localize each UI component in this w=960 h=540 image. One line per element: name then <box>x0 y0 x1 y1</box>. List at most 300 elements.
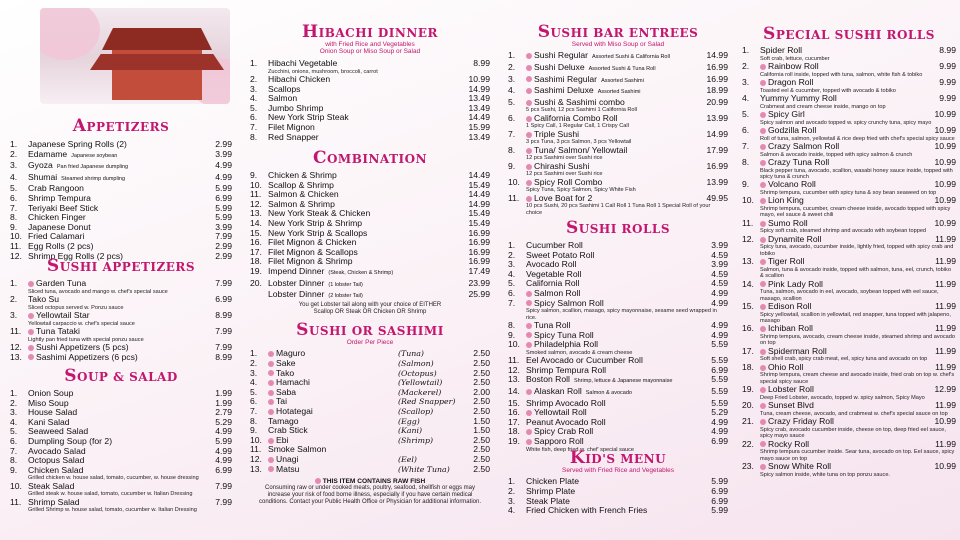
menu-item <box>742 280 956 290</box>
item-price: 4.99 <box>215 455 232 466</box>
item-number: 6. <box>10 192 18 203</box>
menu-item <box>508 75 728 87</box>
item-price: 8.99 <box>473 57 490 68</box>
item-translation: (Eel) <box>398 455 417 464</box>
menu-item <box>250 209 490 219</box>
item-price: 5.99 <box>215 183 232 194</box>
menu-item <box>742 417 956 427</box>
item-number: 4. <box>10 416 18 427</box>
raw-fish-icon <box>526 148 532 154</box>
item-price: 11.99 <box>935 278 956 289</box>
item-price: 11.99 <box>935 345 956 356</box>
item-price: 2.50 <box>473 434 490 445</box>
item-name-text: Seaweed Salad <box>28 427 89 437</box>
raw-fish-notice: THIS ITEM CONTAINS RAW FISH <box>250 478 490 485</box>
raw-fish-icon <box>526 100 532 106</box>
item-price: 2.50 <box>473 444 490 455</box>
menu-item <box>10 482 232 492</box>
item-name <box>268 171 460 181</box>
item-description: Crabmeat and cream cheese inside, mango on top <box>760 103 886 110</box>
item-price: 2.50 <box>473 406 490 417</box>
item-price: 5.99 <box>711 476 728 487</box>
menu-item <box>742 324 956 334</box>
item-name <box>268 104 460 114</box>
item-price: 2.50 <box>473 377 490 388</box>
item-number: 2. <box>508 486 516 497</box>
item-name-text: Edamame <box>28 149 68 159</box>
item-name-text: Sumo Roll <box>768 218 808 228</box>
raw-fish-icon <box>28 345 34 351</box>
item-price: 14.49 <box>468 170 490 180</box>
item-name <box>760 110 926 120</box>
menu-item <box>742 385 956 395</box>
item-name-text: Impend Dinner <box>268 266 325 276</box>
menu-item <box>250 190 490 200</box>
menu-item <box>508 279 728 289</box>
raw-fish-icon <box>760 419 766 425</box>
item-name <box>760 94 926 104</box>
item-name-text: Pink Lady Roll <box>768 279 823 289</box>
item-number: 16. <box>250 237 262 248</box>
menu-item <box>508 375 728 387</box>
item-number: 13. <box>250 208 262 219</box>
menu-item <box>742 110 956 120</box>
item-name-text: Tuna Tataki <box>36 327 80 336</box>
item-name <box>268 59 460 69</box>
item-name-text: Peanut Avocado Roll <box>526 417 606 427</box>
item-name-text: Ichiban Roll <box>768 324 813 334</box>
item-number: 18. <box>250 256 262 267</box>
item-price: 10.99 <box>934 416 956 427</box>
item-name-text: Onion Soup <box>28 389 74 398</box>
item-name <box>526 366 698 376</box>
item-name <box>526 299 698 309</box>
item-translation: (Octopus) <box>398 368 437 378</box>
item-price: 9.99 <box>939 93 956 103</box>
item-number: 9. <box>508 160 516 171</box>
item-name <box>526 437 698 447</box>
item-name-text: California Combo Roll <box>534 113 618 123</box>
item-price: 13.49 <box>468 102 490 113</box>
item-name <box>760 257 926 267</box>
item-name-text: Chirashi Sushi <box>534 161 590 171</box>
item-price: 5.29 <box>711 407 728 418</box>
item-name <box>28 150 202 162</box>
item-name-text: New York Strip & Scallops <box>268 228 368 238</box>
item-name <box>28 437 202 447</box>
item-price: 2.99 <box>215 139 232 149</box>
item-name <box>526 279 698 289</box>
item-number: 10. <box>250 434 262 445</box>
item-price: 4.59 <box>711 268 728 279</box>
sushi-sashimi-subtitle: Order Per Piece <box>346 339 394 346</box>
combination-note: You get Lobster tail along with your choice of EITHER <box>298 301 442 308</box>
item-name <box>268 248 460 258</box>
item-number: 11. <box>10 326 22 336</box>
menu-item <box>508 477 728 487</box>
item-name <box>268 85 460 95</box>
item-price: 25.99 <box>468 289 490 300</box>
item-number: 5. <box>250 386 258 397</box>
menu-item <box>10 327 232 337</box>
item-name <box>28 213 202 223</box>
menu-item <box>10 140 232 150</box>
item-name-text: Spider Roll <box>760 46 803 55</box>
raw-fish-icon <box>760 198 766 204</box>
item-name-text: Ebi <box>276 435 289 445</box>
item-price: 15.49 <box>468 179 490 190</box>
raw-fish-icon <box>760 349 766 355</box>
item-name-text: Ohio Roll <box>768 362 804 372</box>
item-number: 12. <box>508 364 520 375</box>
menu-item <box>250 133 490 143</box>
item-name-text: Scallops <box>268 84 301 94</box>
item-number: 2. <box>508 249 516 260</box>
menu-item <box>742 180 956 190</box>
item-name-text: Sunset Blvd <box>768 401 814 411</box>
item-name <box>526 114 698 124</box>
item-number: 5. <box>10 426 18 437</box>
item-description: Spicy salmon, scallion, masago, spicy mayonnaise, sesame seed wrapped in rice. <box>526 308 717 321</box>
raw-fish-icon <box>760 182 766 188</box>
item-price: 6.99 <box>215 294 232 304</box>
soup-salad-title: SOUP & SALAD <box>64 366 178 386</box>
item-name <box>268 94 460 104</box>
item-name <box>28 173 202 185</box>
item-price: 8.99 <box>215 351 232 362</box>
item-number: 10. <box>508 176 520 187</box>
item-number: 6. <box>742 125 750 135</box>
item-name-text: Sashimi Regular <box>534 74 598 84</box>
menu-item <box>508 506 728 516</box>
raw-fish-icon <box>760 144 766 150</box>
item-name <box>526 270 698 280</box>
item-name-text: Volcano Roll <box>768 180 816 190</box>
item-name <box>526 146 698 156</box>
item-name <box>268 436 398 446</box>
item-name-text: Shumai <box>28 172 58 182</box>
item-description: Shrimp tempura, avocado, cream cheese inside, steamed shrimp and avocado on top <box>760 334 955 347</box>
item-price: 7.99 <box>215 326 232 336</box>
item-number: 1. <box>250 348 258 359</box>
item-number: 2. <box>250 73 258 84</box>
item-price: 4.59 <box>711 249 728 260</box>
item-name-text: Steak Plate <box>526 496 570 506</box>
menu-item <box>250 445 490 455</box>
item-number: 7. <box>250 121 258 132</box>
menu-item <box>508 289 728 299</box>
item-number: 4. <box>250 377 258 388</box>
item-name <box>526 63 698 75</box>
item-price: 5.99 <box>215 202 232 213</box>
item-name-text: Hotategai <box>276 407 313 417</box>
item-price: 2.50 <box>473 463 490 474</box>
item-name-text: Boston Roll <box>526 375 570 385</box>
health-warning: Consuming raw or under cooked meats, poultry, seafood, shellfish or eggs may increase your risk of food borne illness, especially if you have certain medical conditions. Contact your Public Health Office or Physician for additional information. <box>258 485 481 506</box>
raw-fish-icon <box>760 259 766 265</box>
item-price: 6.99 <box>711 486 728 497</box>
item-price: 14.99 <box>468 198 490 209</box>
item-name <box>28 466 202 476</box>
item-price: 9.99 <box>939 61 956 71</box>
item-name-text: Filet Mignon & Shrimp <box>268 257 353 267</box>
item-price: 1.50 <box>473 425 490 436</box>
item-name <box>268 397 398 407</box>
item-price: 2.50 <box>473 348 490 359</box>
item-name <box>526 86 698 98</box>
menu-item <box>508 114 728 124</box>
item-number: 3. <box>250 367 258 378</box>
item-price: 15.99 <box>468 121 490 132</box>
item-description: Tuna, salmon, avocado in eel, avocado, soybean topped with eel sauce, masago, scallion <box>760 289 939 302</box>
item-name <box>526 130 698 140</box>
item-number: 7. <box>10 445 18 456</box>
item-description: Grilled steak w. house salad, tomato, cucumber w. Italian Dressing <box>28 491 193 498</box>
menu-item <box>742 235 956 245</box>
item-name-text: Chicken & Shrimp <box>268 171 337 180</box>
item-name <box>28 482 202 492</box>
menu-item <box>250 397 490 407</box>
item-number: 21. <box>742 416 754 427</box>
raw-fish-icon <box>526 196 532 202</box>
item-number: 6. <box>250 112 258 123</box>
item-name <box>268 267 460 279</box>
item-name-text: Octopus Salad <box>28 456 85 466</box>
item-name-text: Rocky Roll <box>768 439 810 449</box>
item-name-text: Sashimi Appetizers (6 pcs) <box>36 352 138 362</box>
item-description: Shrimp tempura, cucumber, cream cheese inside, avocado topped with spicy mayo, eel sauce & sweet chili <box>760 206 951 219</box>
item-number: 3. <box>742 77 750 87</box>
item-number: 15. <box>742 301 754 312</box>
item-translation: (Mackerel) <box>398 387 442 397</box>
item-name <box>268 229 460 239</box>
item-name <box>526 321 698 331</box>
raw-fish-icon <box>526 332 532 338</box>
item-name-text: Tako <box>276 368 295 378</box>
item-price: 11.99 <box>935 256 956 267</box>
raw-fish-icon <box>760 64 766 70</box>
item-name-text: California Roll <box>526 279 580 289</box>
item-price: 16.99 <box>706 62 728 73</box>
item-name <box>760 158 926 168</box>
menu-item <box>250 349 490 359</box>
item-price: 17.99 <box>706 144 728 155</box>
item-price: 4.99 <box>711 287 728 298</box>
item-number: 9. <box>10 221 18 232</box>
item-name <box>28 223 202 233</box>
item-price: 15.49 <box>468 208 490 219</box>
item-number: 20. <box>250 277 262 288</box>
item-description: Salmon & avocado inside, topped with spicy salmon & crunch <box>760 151 913 158</box>
item-number: 8. <box>250 415 258 426</box>
item-price: 3.99 <box>711 259 728 270</box>
column-2 <box>250 0 490 540</box>
item-name <box>268 123 460 133</box>
menu-item <box>250 59 490 69</box>
menu-item <box>10 279 232 289</box>
raw-fish-icon <box>760 403 766 409</box>
item-number: 3. <box>508 495 516 506</box>
item-name <box>28 295 202 305</box>
item-name-text: New York Strip & Shrimp <box>268 218 363 228</box>
appetizers-list <box>10 140 232 261</box>
menu-item <box>10 223 232 233</box>
item-description: Grilled chicken w. house salad, tomato, cucumber, w. house dressing <box>28 475 199 482</box>
item-number: 4. <box>250 93 258 104</box>
item-number: 22. <box>742 438 754 449</box>
item-name-text: Teriyaki Beef Stick <box>28 203 99 213</box>
item-number: 11. <box>742 217 754 228</box>
item-description: 5 pcs Sushi, 12 pcs Sashimi 1 California Roll <box>526 107 637 114</box>
item-number: 12. <box>10 342 22 352</box>
item-name-text: Sapporo Roll <box>534 436 584 446</box>
item-description: Soft shell crab, spicy crab meat, eel, spicy tuna and avocado on top <box>760 356 928 363</box>
item-number: 8. <box>250 131 258 142</box>
item-name <box>526 399 698 409</box>
menu-item <box>10 295 232 305</box>
item-price: 14.49 <box>468 112 490 123</box>
column-4 <box>742 0 956 540</box>
item-name <box>28 389 202 399</box>
item-price: 2.50 <box>473 396 490 407</box>
item-number: 4. <box>508 505 516 516</box>
item-number: 18. <box>508 426 520 437</box>
item-name <box>268 75 460 85</box>
raw-fish-icon <box>28 329 34 335</box>
menu-item <box>250 94 490 104</box>
item-price: 4.99 <box>215 171 232 182</box>
raw-fish-icon <box>526 180 532 186</box>
raw-fish-icon <box>268 399 274 405</box>
item-description: Zucchini, onions, mushroom, broccoli, carrot <box>268 68 378 75</box>
item-name-text: Yummy Yummy Roll <box>760 94 837 103</box>
item-name <box>268 378 398 388</box>
item-name-text: Red Snapper <box>268 132 319 142</box>
item-number: 5. <box>508 96 516 107</box>
menu-item <box>250 104 490 114</box>
item-name-text: Crazy Salmon Roll <box>768 142 840 151</box>
item-number: 17. <box>742 345 754 356</box>
item-number: 13. <box>742 256 754 267</box>
item-note: Assorted Sushi & California Roll <box>591 54 670 61</box>
item-number: 5. <box>508 278 516 289</box>
item-translation: (Tuna) <box>398 349 424 359</box>
item-name-text: Hibachi Vegetable <box>268 58 338 68</box>
item-price: 10.99 <box>934 141 956 151</box>
special-rolls-list <box>742 46 956 478</box>
item-name <box>760 126 926 136</box>
item-price: 11.99 <box>935 323 956 334</box>
menu-item <box>10 427 232 437</box>
item-name <box>28 353 202 363</box>
item-name-text: House Salad <box>28 408 78 418</box>
item-name <box>268 407 398 417</box>
item-description: Spicy soft crab, steamed shrimp and avocado with soybean topped <box>760 228 927 235</box>
menu-item <box>250 465 490 475</box>
item-price: 2.99 <box>215 240 232 251</box>
item-name <box>760 440 926 450</box>
item-number: 15. <box>508 397 520 408</box>
sushi-bar-subtitle: Served with Miso Soup or Salad <box>571 41 665 48</box>
item-number: 14. <box>250 217 262 228</box>
item-price: 14.99 <box>706 50 728 61</box>
item-name <box>28 498 202 508</box>
item-name-text: Eel Avocado or Cucumber Roll <box>526 356 643 366</box>
item-number: 9. <box>742 179 750 190</box>
raw-fish-icon <box>526 88 532 94</box>
combination-title: COMBINATION <box>312 148 428 168</box>
menu-item <box>508 241 728 251</box>
item-price: 4.99 <box>711 297 728 308</box>
menu-item <box>250 378 490 388</box>
item-number: 1. <box>508 240 516 250</box>
raw-fish-icon <box>268 409 274 415</box>
menu-item <box>742 62 956 72</box>
item-name-text: Yellowtail Star <box>36 311 90 320</box>
item-price: 4.99 <box>215 426 232 437</box>
item-price: 10.99 <box>468 73 490 84</box>
menu-item <box>508 162 728 172</box>
menu-item <box>508 260 728 270</box>
item-number: 1. <box>10 278 18 288</box>
menu-item <box>508 51 728 63</box>
item-name <box>526 162 698 172</box>
raw-fish-icon <box>760 365 766 371</box>
raw-fish-icon <box>526 76 532 82</box>
item-name <box>526 427 698 437</box>
item-name <box>760 385 926 395</box>
item-price: 49.95 <box>706 192 728 203</box>
item-number: 18. <box>742 361 754 372</box>
item-name <box>760 180 926 190</box>
item-translation: (Salmon) <box>398 359 434 369</box>
item-description: Black pepper tuna, avocado, scallion, wasabi honey sauce inside, topped with spicy tuna & crunch <box>760 167 953 180</box>
item-name-text: Spiderman Roll <box>768 346 827 356</box>
item-number: 8. <box>508 144 516 155</box>
item-name <box>28 232 202 242</box>
menu-item <box>10 353 232 363</box>
item-description: Shrimp tempura cucumber inside. Sear tuna, avocado on top. Eel sauce, spicy mayo sauce on top <box>760 449 955 462</box>
item-name-text: Kani Salad <box>28 417 70 427</box>
item-number: 2. <box>10 397 18 408</box>
menu-item <box>10 184 232 194</box>
item-number: 11. <box>508 355 520 366</box>
item-name <box>268 113 460 123</box>
item-price: 7.99 <box>215 278 232 288</box>
item-number: 7. <box>250 406 258 417</box>
menu-item <box>508 366 728 376</box>
item-price: 4.99 <box>711 319 728 330</box>
raw-fish-icon <box>268 380 274 386</box>
item-name <box>268 279 460 291</box>
item-name <box>28 399 202 409</box>
item-name-text: Tiger Roll <box>768 257 805 267</box>
raw-fish-icon <box>526 342 532 348</box>
item-number: 9. <box>250 170 258 180</box>
item-name <box>526 497 698 507</box>
item-price: 4.99 <box>215 160 232 171</box>
item-number: 7. <box>10 202 18 213</box>
column-3 <box>508 0 728 540</box>
menu-item <box>508 98 728 108</box>
item-name-text: Alaskan Roll <box>534 386 582 396</box>
item-name <box>760 401 926 411</box>
item-note: Japanese soybean <box>71 152 118 159</box>
menu-item <box>508 387 728 399</box>
item-name <box>526 506 698 516</box>
menu-item <box>10 437 232 447</box>
item-description: Sliced octopus served w. Ponzu sauce <box>28 304 124 311</box>
